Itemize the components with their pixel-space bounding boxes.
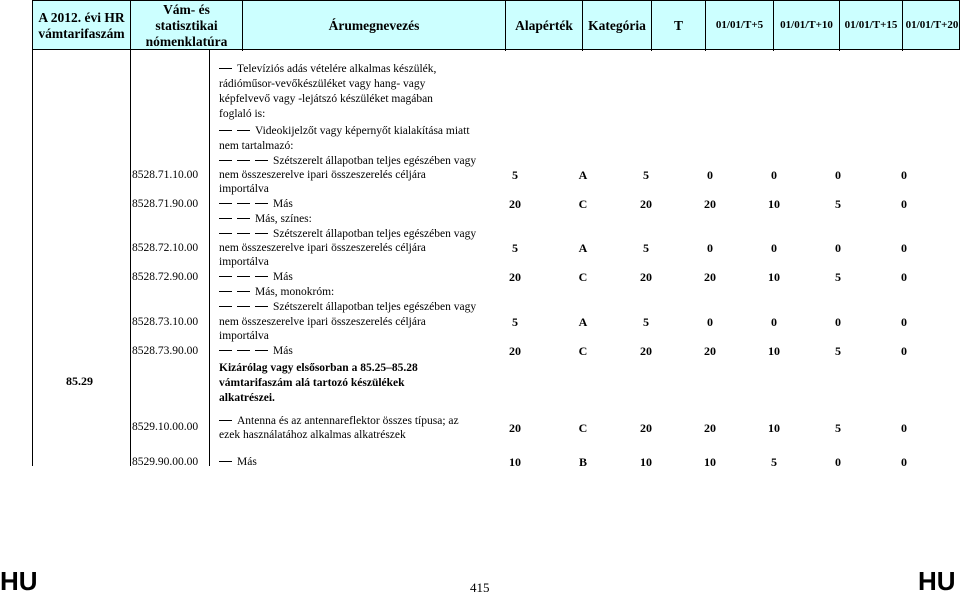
- header-description: Árumegnevezés: [243, 1, 506, 51]
- header-t10: 01/01/T+10: [774, 1, 840, 51]
- value-base-rate: 5: [512, 315, 518, 329]
- value-base-rate: 20: [509, 270, 521, 284]
- description-line: Más: [219, 270, 293, 285]
- value-base-rate: 20: [509, 421, 521, 435]
- value-category: A: [578, 168, 588, 182]
- value-t10: 10: [768, 270, 780, 284]
- tariff-code: 8528.71.10.00: [132, 169, 199, 181]
- value-t: 5: [643, 315, 649, 329]
- value-t: 20: [640, 421, 652, 435]
- heading-8529-code: 85.29: [66, 374, 93, 388]
- heading-8529-line: Kizárólag vagy elsősorban a 85.25–85.28: [219, 362, 418, 374]
- value-t10: 10: [768, 197, 780, 211]
- heading-8528-line: rádióműsor-vevőkészüléket vagy hang- vagy: [219, 78, 426, 90]
- value-t10: 5: [771, 455, 777, 469]
- value-t15: 5: [835, 270, 841, 284]
- value-t5: 20: [704, 344, 716, 358]
- tariff-code: 8528.73.10.00: [132, 316, 199, 328]
- value-t: 10: [640, 455, 652, 469]
- description-line: Más: [219, 455, 257, 470]
- header-hr-code: A 2012. évi HR vámtarifaszám: [33, 1, 131, 51]
- value-base-rate: 5: [512, 168, 518, 182]
- tariff-code: 8528.72.10.00: [132, 242, 199, 254]
- description-line: nem összeszerelve ipari összeszerelés céljára: [219, 169, 426, 181]
- value-base-rate: 20: [509, 344, 521, 358]
- column-divider: [32, 50, 33, 466]
- value-t5: 20: [704, 421, 716, 435]
- header-t: T: [652, 1, 706, 51]
- value-t: 20: [640, 197, 652, 211]
- description-line: importálva: [219, 256, 269, 268]
- description-line: Más: [219, 197, 293, 212]
- value-t10: 0: [771, 315, 777, 329]
- value-t5: 10: [704, 455, 716, 469]
- value-t20: 0: [901, 421, 907, 435]
- value-category: C: [578, 421, 588, 435]
- value-t20: 0: [901, 168, 907, 182]
- value-t15: 0: [835, 241, 841, 255]
- value-t15: 5: [835, 197, 841, 211]
- header-category: Kategória: [583, 1, 652, 51]
- value-base-rate: 10: [509, 455, 521, 469]
- header-t5: 01/01/T+5: [706, 1, 774, 51]
- value-t15: 5: [835, 344, 841, 358]
- value-t5: 0: [707, 168, 713, 182]
- header-nomenclature: Vám- és statisztikai nómenklatúra: [131, 1, 243, 51]
- value-category: C: [578, 344, 588, 358]
- value-t5: 20: [704, 197, 716, 211]
- tariff-code: 8528.72.90.00: [132, 271, 199, 283]
- value-t5: 0: [707, 315, 713, 329]
- header-base-rate: Alapérték: [506, 1, 583, 51]
- table-header: [32, 0, 960, 50]
- tariff-code: 8528.71.90.00: [132, 198, 199, 210]
- value-t10: 10: [768, 344, 780, 358]
- description-line: Szétszerelt állapotban teljes egészében vagy: [219, 227, 476, 242]
- value-t: 5: [643, 241, 649, 255]
- value-t5: 0: [707, 241, 713, 255]
- tariff-code: 8528.73.90.00: [132, 345, 199, 357]
- footer-country-right: HU: [918, 566, 956, 595]
- value-t: 20: [640, 344, 652, 358]
- heading-8529-line: vámtarifaszám alá tartozó készülékek: [219, 377, 405, 389]
- value-t: 20: [640, 270, 652, 284]
- value-t20: 0: [901, 455, 907, 469]
- heading-8528-line: foglaló is:: [219, 108, 266, 120]
- tariff-code: 8529.10.00.00: [132, 421, 199, 433]
- heading-8528-line: Televíziós adás vételére alkalmas készülék,: [219, 62, 436, 77]
- footer-country-left: HU: [0, 566, 38, 595]
- value-base-rate: 5: [512, 241, 518, 255]
- value-t15: 0: [835, 455, 841, 469]
- value-t20: 0: [901, 315, 907, 329]
- heading-8528-line: képfelvevő vagy -lejátszó készüléket magában: [219, 93, 433, 105]
- value-t10: 10: [768, 421, 780, 435]
- subheading-line: Videokijelzőt vagy képernyőt kialakítása miatt: [219, 124, 470, 139]
- tariff-code: 8529.90.00.00: [132, 456, 199, 468]
- description-line: Szétszerelt állapotban teljes egészében vagy: [219, 154, 476, 169]
- column-divider: [209, 50, 210, 466]
- subheading-line: Más, színes:: [219, 212, 312, 227]
- value-base-rate: 20: [509, 197, 521, 211]
- value-t20: 0: [901, 197, 907, 211]
- heading-8529-line: alkatrészei.: [219, 392, 275, 404]
- value-category: A: [578, 315, 588, 329]
- value-t5: 20: [704, 270, 716, 284]
- description-line: importálva: [219, 183, 269, 195]
- column-divider: [130, 50, 131, 466]
- value-category: C: [578, 197, 588, 211]
- value-t15: 0: [835, 315, 841, 329]
- header-t20: 01/01/T+20: [905, 19, 959, 32]
- value-category: C: [578, 270, 588, 284]
- value-t15: 0: [835, 168, 841, 182]
- description-line: importálva: [219, 330, 269, 342]
- description-line: Szétszerelt állapotban teljes egészében vagy: [219, 300, 476, 315]
- value-category: B: [578, 455, 587, 469]
- value-t: 5: [643, 168, 649, 182]
- subheading-line: Más, monokróm:: [219, 285, 334, 300]
- header-t15: 01/01/T+15: [840, 1, 903, 51]
- description-line: Más: [219, 344, 293, 359]
- value-t10: 0: [771, 168, 777, 182]
- description-line: nem összeszerelve ipari összeszerelés céljára: [219, 242, 426, 254]
- value-t20: 0: [901, 344, 907, 358]
- value-t15: 5: [835, 421, 841, 435]
- description-line: nem összeszerelve ipari összeszerelés céljára: [219, 316, 426, 328]
- subheading-line: nem tartalmazó:: [219, 140, 294, 152]
- page-number: 415: [470, 580, 490, 595]
- value-t20: 0: [901, 241, 907, 255]
- value-t10: 0: [771, 241, 777, 255]
- description-line: Antenna és az antennareflektor összes típusa; az: [219, 414, 459, 429]
- value-t20: 0: [901, 270, 907, 284]
- value-category: A: [578, 241, 588, 255]
- description-line: ezek használatához alkalmas alkatrészek: [219, 429, 406, 441]
